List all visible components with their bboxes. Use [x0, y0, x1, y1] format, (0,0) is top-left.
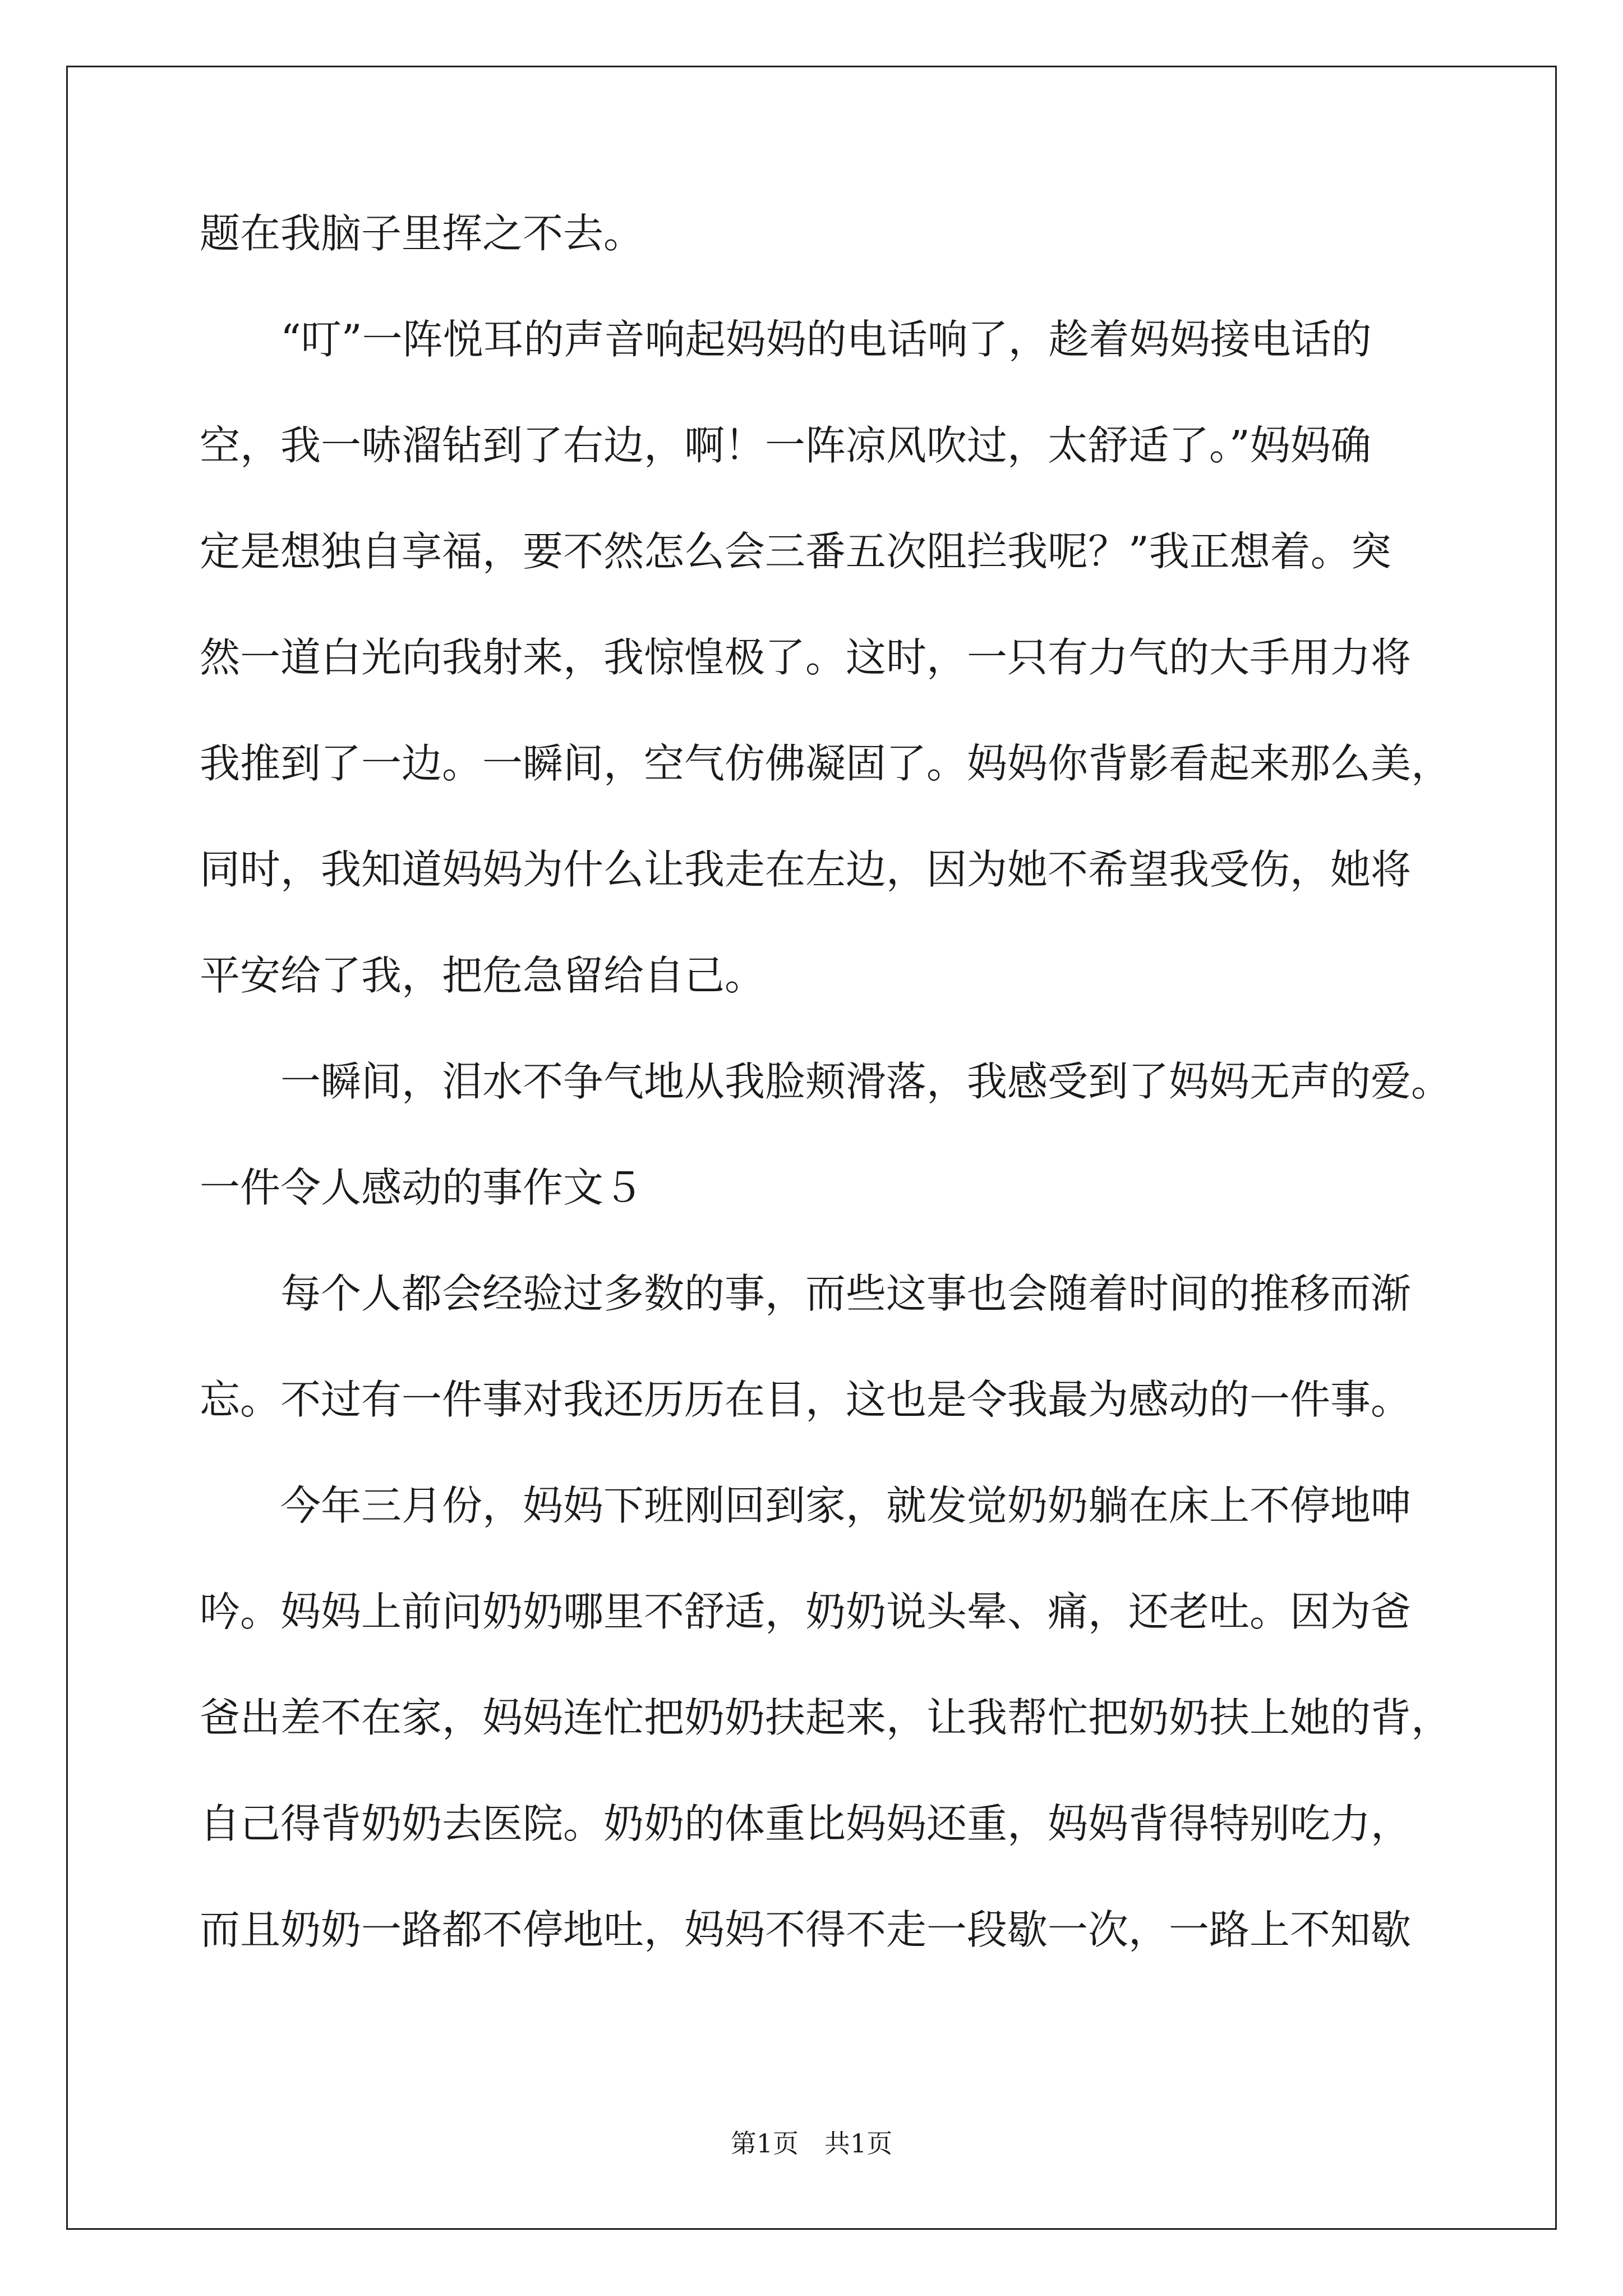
page-footer: 第1页 共1页	[730, 2128, 893, 2159]
section-heading: 一件令人感动的事作文５	[200, 1164, 644, 1211]
text-line-3: 空，我一哧溜钻到了右边，啊！一阵凉风吹过，太舒适了。”妈妈确	[200, 422, 1371, 469]
text-line-12: 忘。不过有一件事对我还历历在目，这也是令我最为感动的一件事。	[200, 1376, 1412, 1423]
text-line-2: “叮”一阵悦耳的声音响起妈妈的电话响了，趁着妈妈接电话的	[280, 316, 1372, 363]
text-line-15: 爸出差不在家，妈妈连忙把奶奶扶起来，让我帮忙把奶奶扶上她的背，	[200, 1694, 1452, 1741]
text-line-8: 平安给了我，把危急留给自己。	[200, 952, 766, 999]
text-line-13: 今年三月份，妈妈下班刚回到家，就发觉奶奶躺在床上不停地呻	[280, 1482, 1412, 1529]
text-line-1: 题在我脑子里挥之不去。	[200, 210, 644, 257]
text-line-11: 每个人都会经验过多数的事，而些这事也会随着时间的推移而渐	[280, 1270, 1412, 1317]
text-line-17: 而且奶奶一路都不停地吐，妈妈不得不走一段歇一次，一路上不知歇	[200, 1906, 1412, 1953]
text-line-14: 吟。妈妈上前问奶奶哪里不舒适，奶奶说头晕、痛，还老吐。因为爸	[200, 1588, 1412, 1635]
text-line-9: 一瞬间，泪水不争气地从我脸颊滑落，我感受到了妈妈无声的爱。	[280, 1058, 1452, 1105]
document-body	[200, 210, 1452, 2016]
text-line-5: 然一道白光向我射来，我惊惶极了。这时，一只有力气的大手用力将	[200, 634, 1412, 681]
text-line-16: 自己得背奶奶去医院。奶奶的体重比妈妈还重，妈妈背得特别吃力，	[200, 1800, 1412, 1847]
text-line-6: 我推到了一边。一瞬间，空气仿佛凝固了。妈妈你背影看起来那么美，	[200, 740, 1452, 787]
text-line-4: 定是想独自享福，要不然怎么会三番五次阻拦我呢？”我正想着。突	[200, 528, 1391, 575]
text-line-7: 同时，我知道妈妈为什么让我走在左边，因为她不希望我受伤，她将	[200, 846, 1412, 893]
